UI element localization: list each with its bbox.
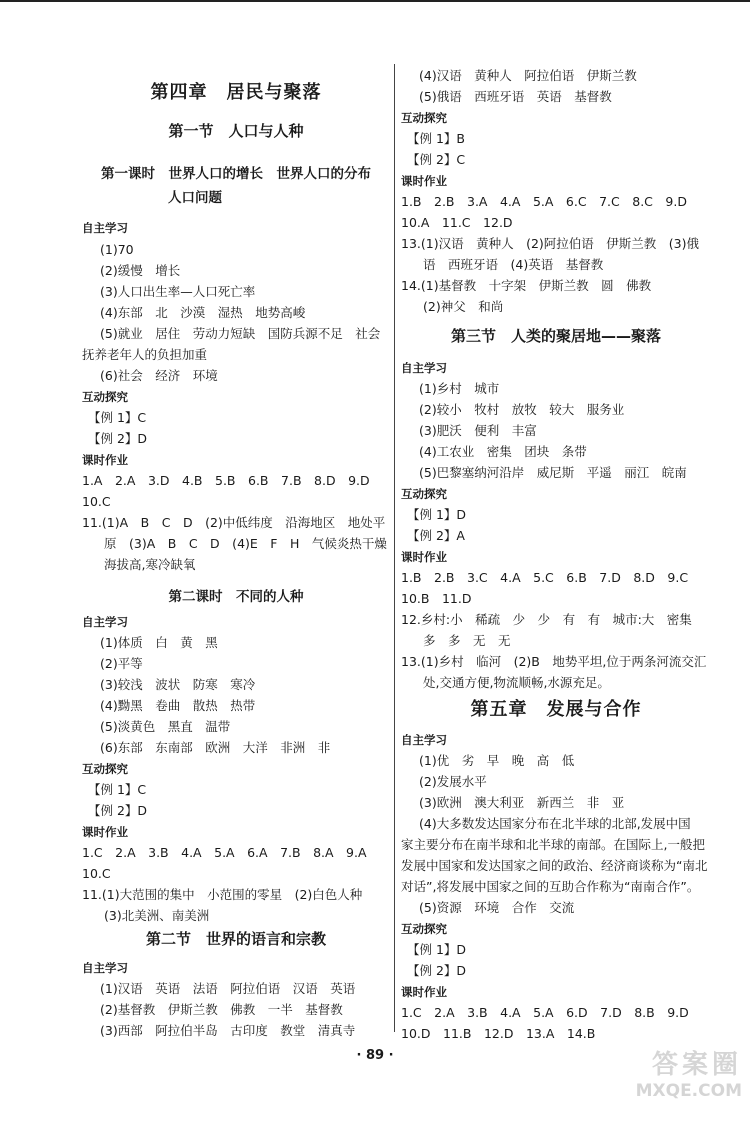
answer-line: 1.B 2.B 3.C 4.A 5.C 6.B 7.D 8.D 9.C	[401, 570, 689, 585]
answer-line: (3)肥沃 便利 丰富	[419, 423, 537, 438]
answer-line: (1)汉语 英语 法语 阿拉伯语 汉语 英语	[100, 981, 356, 996]
answer-line: 1.B 2.B 3.A 4.A 5.A 6.C 7.C 8.C 9.D	[401, 194, 687, 209]
section-1-title: 第一节 人口与人种	[168, 122, 304, 140]
answer-line: 10.D 11.B 12.D 13.A 14.B	[401, 1026, 596, 1041]
answer-line: 10.A 11.C 12.D	[401, 215, 513, 230]
answer-line: 原 (3)A B C D (4)E F H 气候炎热干燥	[104, 536, 387, 551]
page-number: · 89 ·	[356, 1048, 394, 1063]
answer-line: 处,交通方便,物流顺畅,水源充足。	[423, 675, 610, 690]
answer-line: (5)资源 环境 合作 交流	[419, 900, 575, 915]
example-answer: 【例 1】C	[88, 410, 147, 425]
answer-line: 10.C	[82, 866, 111, 881]
homework-heading: 课时作业	[401, 985, 447, 999]
answer-line: (4)工农业 密集 团块 条带	[419, 444, 587, 459]
lesson-1-title: 第一课时 世界人口的增长 世界人口的分布	[101, 166, 371, 182]
answer-line: (4)大多数发达国家分布在北半球的北部,发展中国	[419, 816, 691, 831]
example-answer: 【例 1】D	[407, 507, 467, 522]
section-3-title: 第三节 人类的聚居地——聚落	[450, 327, 661, 345]
chapter-5-title: 第五章 发展与合作	[470, 699, 642, 720]
answer-line: 11.(1)大范围的集中 小范围的零星 (2)白色人种	[82, 887, 363, 902]
answer-line: (3)北美洲、南美洲	[104, 908, 210, 923]
answer-line: 对话”,将发展中国家之间的互助合作称为“南南合作”。	[401, 879, 700, 894]
homework-heading: 课时作业	[401, 174, 447, 188]
answer-line: (2)平等	[100, 656, 143, 671]
answer-line: 11.(1)A B C D (2)中低纬度 沿海地区 地处平	[82, 515, 386, 530]
example-answer: 【例 2】D	[407, 963, 467, 978]
answer-line: (6)东部 东南部 欧洲 大洋 非洲 非	[100, 740, 331, 755]
watermark-text-top: 答案圈	[651, 1050, 742, 1080]
self-study-heading: 自主学习	[82, 615, 128, 629]
answer-line: 抚养老年人的负担加重	[82, 347, 208, 362]
answer-line: 10.B 11.D	[401, 591, 472, 606]
example-answer: 【例 2】A	[407, 528, 465, 543]
answer-line: 1.A 2.A 3.D 4.B 5.B 6.B 7.B 8.D 9.D	[82, 473, 370, 488]
answer-line: (3)西部 阿拉伯半岛 古印度 教堂 清真寺	[100, 1023, 356, 1038]
answer-line: 13.(1)汉语 黄种人 (2)阿拉伯语 伊斯兰教 (3)俄	[401, 236, 699, 251]
answer-line: (4)汉语 黄种人 阿拉伯语 伊斯兰教	[419, 68, 637, 83]
top-rule	[0, 0, 750, 2]
answer-line: (3)较浅 波状 防寒 寒冷	[100, 677, 256, 692]
answer-line: (6)社会 经济 环境	[100, 368, 218, 383]
answer-line: 1.C 2.A 3.B 4.A 5.A 6.A 7.B 8.A 9.A	[82, 845, 367, 860]
answer-line: (4)黝黑 卷曲 散热 热带	[100, 698, 256, 713]
example-answer: 【例 2】D	[88, 803, 148, 818]
answer-line: 语 西班牙语 (4)英语 基督教	[423, 257, 604, 272]
answer-line: 家主要分布在南半球和北半球的南部。在国际上,一般把	[401, 837, 705, 852]
lesson-2-title: 第二课时 不同的人种	[168, 589, 304, 605]
self-study-heading: 自主学习	[82, 221, 128, 235]
answer-line: (2)基督教 伊斯兰教 佛教 一半 基督教	[100, 1002, 343, 1017]
lesson-1-title-cont: 人口问题	[168, 190, 222, 206]
section-2-title: 第二节 世界的语言和宗教	[145, 930, 326, 948]
answer-line: (1)优 劣 早 晚 高 低	[419, 753, 575, 768]
answer-line: (5)巴黎塞纳河沿岸 威尼斯 平遥 丽江 皖南	[419, 465, 687, 480]
answer-line: (4)东部 北 沙漠 湿热 地势高峻	[100, 305, 306, 320]
answer-line: (5)俄语 西班牙语 英语 基督教	[419, 89, 612, 104]
answer-line: 14.(1)基督教 十字架 伊斯兰教 圆 佛教	[401, 278, 652, 293]
column-divider	[394, 64, 395, 1032]
answer-line: (5)就业 居住 劳动力短缺 国防兵源不足 社会	[100, 326, 381, 341]
answer-line: (3)欧洲 澳大利亚 新西兰 非 亚	[419, 795, 625, 810]
example-answer: 【例 2】C	[407, 152, 466, 167]
answer-line: (1)体质 白 黄 黑	[100, 635, 218, 650]
interactive-heading: 互动探究	[401, 922, 447, 936]
answer-line: 多 多 无 无	[423, 633, 511, 648]
answer-line: 10.C	[82, 494, 111, 509]
interactive-heading: 互动探究	[82, 762, 128, 776]
self-study-heading: 自主学习	[401, 361, 447, 375]
answer-line: (1)乡村 城市	[419, 381, 500, 396]
self-study-heading: 自主学习	[82, 961, 128, 975]
answer-line: 12.乡村:小 稀疏 少 少 有 有 城市:大 密集	[401, 612, 692, 627]
answer-line: 发展中国家和发达国家之间的政治、经济商谈称为“南北	[401, 858, 708, 873]
interactive-heading: 互动探究	[401, 111, 447, 125]
answer-line: 海拔高,寒冷缺氧	[104, 557, 196, 572]
answer-line: (2)发展水平	[419, 774, 487, 789]
interactive-heading: 互动探究	[82, 390, 128, 404]
example-answer: 【例 1】C	[88, 782, 147, 797]
answer-line: (5)淡黄色 黑直 温带	[100, 719, 231, 734]
watermark-text-bottom: MXQE.COM	[635, 1081, 742, 1101]
example-answer: 【例 1】B	[407, 131, 466, 146]
example-answer: 【例 1】D	[407, 942, 467, 957]
answer-line: (2)缓慢 增长	[100, 263, 181, 278]
answer-line: (2)较小 牧村 放牧 较大 服务业	[419, 402, 625, 417]
answer-line: 1.C 2.A 3.B 4.A 5.A 6.D 7.D 8.B 9.D	[401, 1005, 689, 1020]
homework-heading: 课时作业	[401, 550, 447, 564]
example-answer: 【例 2】D	[88, 431, 148, 446]
answer-line: (2)神父 和尚	[423, 299, 504, 314]
interactive-heading: 互动探究	[401, 487, 447, 501]
chapter-4-title: 第四章 居民与聚落	[150, 82, 322, 103]
answer-line: 13.(1)乡村 临河 (2)B 地势平坦,位于两条河流交汇	[401, 654, 707, 669]
answer-line: (1)70	[100, 242, 134, 257]
watermark-logo	[602, 1044, 742, 1116]
self-study-heading: 自主学习	[401, 733, 447, 747]
answer-line: (3)人口出生率—人口死亡率	[100, 284, 256, 299]
homework-heading: 课时作业	[82, 825, 128, 839]
homework-heading: 课时作业	[82, 453, 128, 467]
